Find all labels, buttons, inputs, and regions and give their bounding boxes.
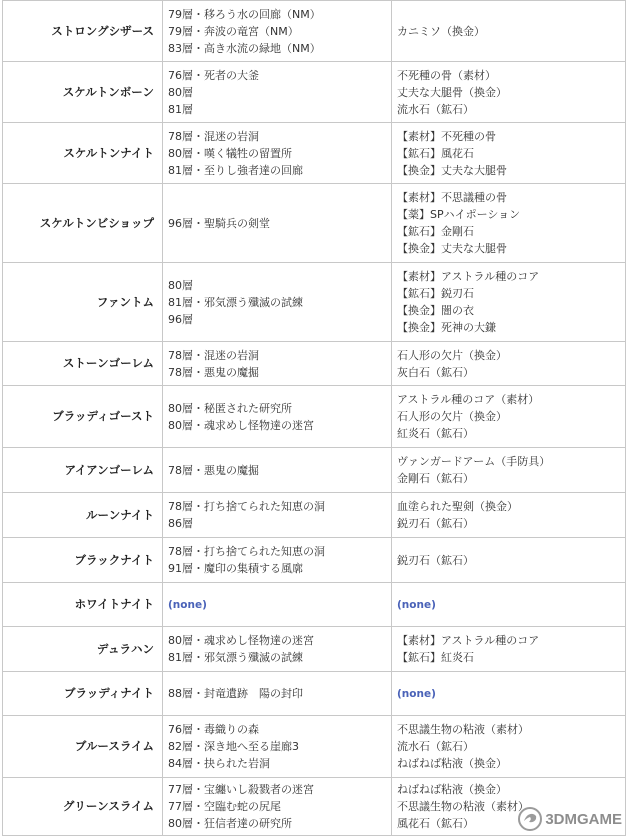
floor-list bbox=[163, 184, 392, 263]
floor-entry: 91層・魔印の集積する風廓 bbox=[168, 562, 303, 575]
table-row bbox=[3, 342, 626, 386]
table-row bbox=[3, 627, 626, 672]
floor-entry: 78層・打ち捨てられた知恵の洞 bbox=[168, 545, 325, 558]
drop-list bbox=[392, 1, 626, 62]
floor-entry: 80層・狂信者達の研究所 bbox=[168, 817, 292, 830]
drop-entry: 金剛石（鉱石） bbox=[397, 472, 474, 485]
monster-name: スケルトンビショップ bbox=[3, 184, 163, 263]
table-row bbox=[3, 263, 626, 342]
floor-list bbox=[163, 123, 392, 184]
floor-list bbox=[163, 672, 392, 716]
table-row bbox=[3, 538, 626, 583]
table-row bbox=[3, 583, 626, 627]
drop-entry: 【換金】丈夫な大腿骨 bbox=[397, 242, 507, 255]
floor-list bbox=[163, 583, 392, 627]
monster-name: アイアンゴーレム bbox=[3, 448, 163, 493]
drop-entry: 流水石（鉱石） bbox=[397, 740, 474, 753]
dragon-logo-icon bbox=[517, 806, 543, 832]
none-placeholder: (none) bbox=[397, 687, 436, 700]
none-placeholder: (none) bbox=[168, 598, 207, 611]
floor-list bbox=[163, 627, 392, 672]
drop-entry: ヴァンガードアーム（手防具） bbox=[397, 455, 551, 468]
floor-list bbox=[163, 386, 392, 448]
table-row bbox=[3, 184, 626, 263]
floor-entry: 81層・邪気漂う殲滅の試練 bbox=[168, 295, 303, 309]
drop-entry: 【鉱石】風花石 bbox=[397, 146, 474, 160]
monster-name: グリーンスライム bbox=[3, 778, 163, 836]
drop-entry: アストラル種のコア（素材） bbox=[397, 393, 540, 406]
drop-list bbox=[392, 184, 626, 263]
drop-entry: 風花石（鉱石） bbox=[397, 817, 474, 830]
drop-list bbox=[392, 493, 626, 538]
floor-entry: 76層・毒織りの森 bbox=[168, 723, 259, 736]
drop-list bbox=[392, 627, 626, 672]
monster-name: スケルトンナイト bbox=[3, 123, 163, 184]
drop-entry: 鋭刃石（鉱石） bbox=[397, 553, 474, 567]
monster-name: デュラハン bbox=[3, 627, 163, 672]
floor-entry: 80層・魂求めし怪物達の迷宮 bbox=[168, 418, 314, 432]
floor-entry: 80層・嘆く犠牲の留置所 bbox=[168, 146, 292, 160]
drop-list bbox=[392, 123, 626, 184]
monster-name: ブラックナイト bbox=[3, 538, 163, 583]
drop-entry: 丈夫な大腿骨（換金） bbox=[397, 85, 507, 99]
drop-entry: 【換金】丈夫な大腿骨 bbox=[397, 163, 507, 177]
table-row bbox=[3, 62, 626, 123]
drop-entry: 不思議生物の粘液（素材） bbox=[397, 800, 529, 813]
monster-drop-table bbox=[2, 0, 626, 836]
floor-entry: 80層・秘匿された研究所 bbox=[168, 401, 292, 415]
table-row bbox=[3, 493, 626, 538]
floor-entry: 82層・深き地へ至る崖廊3 bbox=[168, 740, 299, 753]
floor-list bbox=[163, 1, 392, 62]
drop-entry: 【素材】不死種の骨 bbox=[397, 129, 496, 143]
floor-list bbox=[163, 62, 392, 123]
floor-entry: 79層・奔波の竜宮（NM） bbox=[168, 24, 299, 38]
table-row bbox=[3, 386, 626, 448]
floor-entry: 86層 bbox=[168, 517, 193, 530]
drop-list bbox=[392, 263, 626, 342]
monster-name: ファントム bbox=[3, 263, 163, 342]
floor-entry: 78層・混迷の岩洞 bbox=[168, 348, 259, 362]
drop-entry: カニミソ（換金） bbox=[397, 24, 485, 38]
floor-entry: 80層・魂求めし怪物達の迷宮 bbox=[168, 634, 314, 647]
floor-entry: 80層 bbox=[168, 278, 193, 292]
drop-entry: 【素材】不思議種の骨 bbox=[397, 191, 507, 204]
drop-entry: 紅炎石（鉱石） bbox=[397, 427, 474, 440]
monster-name: ストーンゴーレム bbox=[3, 342, 163, 386]
floor-entry: 81層・邪気漂う殲滅の試練 bbox=[168, 651, 303, 664]
watermark bbox=[517, 806, 622, 832]
table-row bbox=[3, 123, 626, 184]
floor-entry: 79層・移ろう水の回廊（NM） bbox=[168, 7, 321, 21]
floor-entry: 84層・抉られた岩洞 bbox=[168, 757, 270, 770]
drop-list bbox=[392, 716, 626, 778]
floor-entry: 78層・悪鬼の魔掘 bbox=[168, 365, 259, 379]
monster-name: ホワイトナイト bbox=[3, 583, 163, 627]
floor-entry: 81層・至りし強者達の回廊 bbox=[168, 163, 303, 177]
drop-entry: 流水石（鉱石） bbox=[397, 102, 474, 116]
drop-entry: 不思議生物の粘液（素材） bbox=[397, 723, 529, 736]
floor-entry: 78層・悪鬼の魔掘 bbox=[168, 463, 259, 477]
drop-list bbox=[392, 583, 626, 627]
drop-entry: 【素材】アストラル種のコア bbox=[397, 270, 540, 283]
table-row bbox=[3, 716, 626, 778]
drop-entry: 石人形の欠片（換金） bbox=[397, 410, 507, 423]
floor-list bbox=[163, 538, 392, 583]
drop-entry: 【薬】SPハイポーション bbox=[397, 208, 521, 221]
monster-name: スケルトンボーン bbox=[3, 62, 163, 123]
drop-entry: 【換金】死神の大鎌 bbox=[397, 321, 496, 334]
drop-list bbox=[392, 448, 626, 493]
drop-list bbox=[392, 538, 626, 583]
drop-entry: 石人形の欠片（換金） bbox=[397, 348, 507, 362]
floor-list bbox=[163, 342, 392, 386]
drop-entry: ねばねば粘液（換金） bbox=[397, 783, 507, 796]
floor-entry: 83層・高き水流の緑地（NM） bbox=[168, 41, 321, 55]
floor-list bbox=[163, 493, 392, 538]
floor-list bbox=[163, 778, 392, 836]
drop-list bbox=[392, 342, 626, 386]
monster-name: ブラッディゴースト bbox=[3, 386, 163, 448]
floor-entry: 96層 bbox=[168, 312, 193, 326]
monster-name: ブルースライム bbox=[3, 716, 163, 778]
floor-entry: 77層・空臨む蛇の尻尾 bbox=[168, 800, 281, 813]
none-placeholder: (none) bbox=[397, 598, 436, 611]
drop-entry: 【素材】アストラル種のコア bbox=[397, 634, 540, 647]
drop-entry: 灰白石（鉱石） bbox=[397, 365, 474, 379]
drop-entry: 【換金】闇の衣 bbox=[397, 304, 474, 317]
floor-list bbox=[163, 263, 392, 342]
floor-entry: 96層・聖騎兵の剣堂 bbox=[168, 216, 270, 230]
floor-entry: 78層・打ち捨てられた知恵の洞 bbox=[168, 500, 325, 513]
drop-list bbox=[392, 386, 626, 448]
watermark-text: 3DMGAME bbox=[545, 810, 622, 828]
drop-entry: 【鉱石】金剛石 bbox=[397, 225, 474, 238]
floor-entry: 81層 bbox=[168, 102, 193, 116]
floor-list bbox=[163, 716, 392, 778]
table-row bbox=[3, 448, 626, 493]
floor-entry: 78層・混迷の岩洞 bbox=[168, 129, 259, 143]
drop-entry: 【鉱石】紅炎石 bbox=[397, 651, 474, 664]
floor-entry: 80層 bbox=[168, 85, 193, 99]
monster-name: ストロングシザース bbox=[3, 1, 163, 62]
floor-entry: 88層・封竜遺跡 陽の封印 bbox=[168, 687, 303, 700]
drop-entry: 鋭刃石（鉱石） bbox=[397, 517, 474, 530]
floor-entry: 77層・宝纏いし殺戮者の迷宮 bbox=[168, 783, 314, 796]
floor-entry: 76層・死者の大釜 bbox=[168, 68, 259, 82]
drop-entry: 血塗られた聖剣（換金） bbox=[397, 500, 518, 513]
drop-list bbox=[392, 62, 626, 123]
drop-entry: ねばねば粘液（換金） bbox=[397, 757, 507, 770]
table-body bbox=[3, 1, 626, 836]
floor-list bbox=[163, 448, 392, 493]
drop-entry: 【鉱石】鋭刃石 bbox=[397, 287, 474, 300]
table-row bbox=[3, 672, 626, 716]
monster-name: ルーンナイト bbox=[3, 493, 163, 538]
table-row bbox=[3, 1, 626, 62]
monster-name: ブラッディナイト bbox=[3, 672, 163, 716]
drop-entry: 不死種の骨（素材） bbox=[397, 68, 496, 82]
drop-list bbox=[392, 672, 626, 716]
